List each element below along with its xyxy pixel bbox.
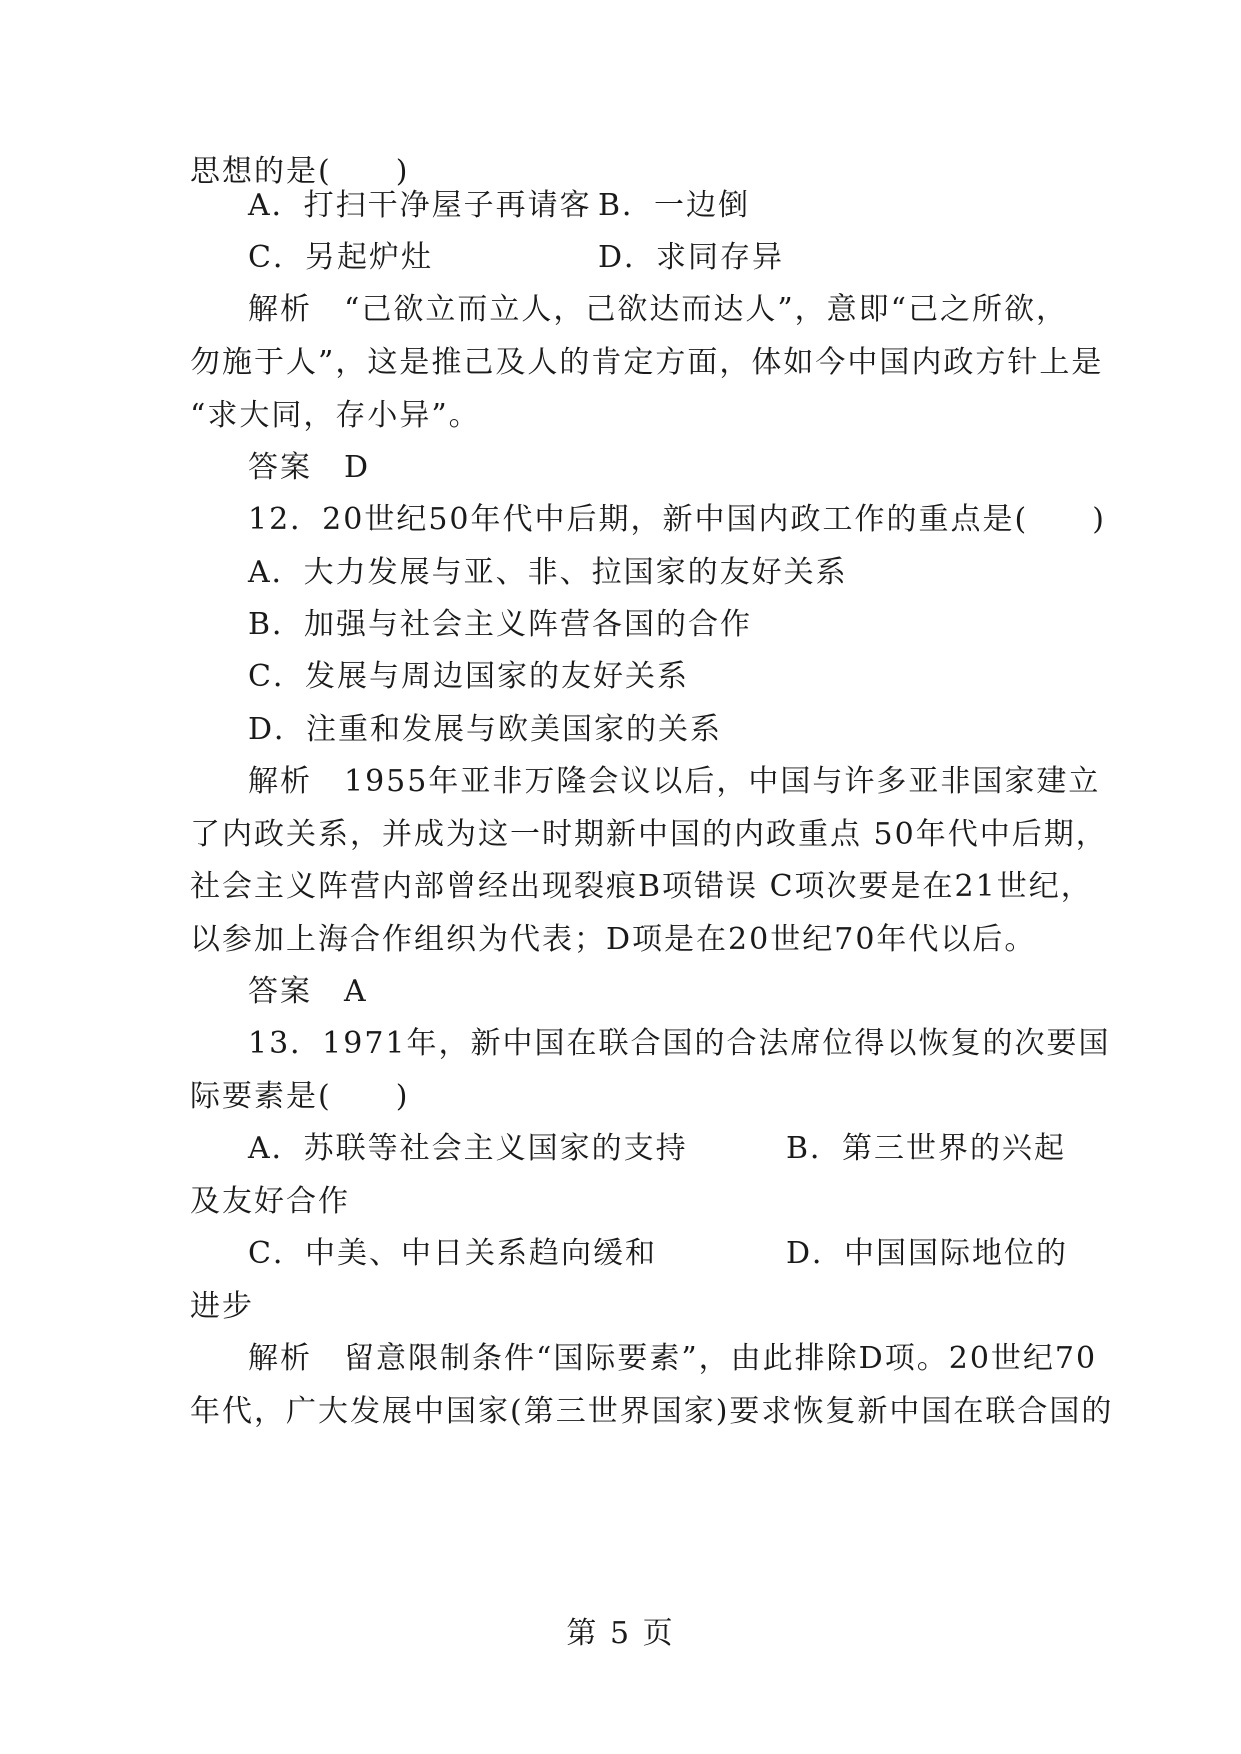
option-a: A．大力发展与亚、非、拉国家的友好关系	[248, 555, 848, 590]
analysis-line: “求大同，存小异”。	[190, 398, 481, 433]
question-12: 12．20世纪50年代中后期，新中国内政工作的重点是( )	[248, 502, 1106, 537]
analysis-line: 解析 “己欲立而立人，己欲达而达人”，意即“己之所欲，	[248, 292, 1069, 327]
option-d: 进步	[190, 1289, 254, 1324]
option-b: B．加强与社会主义阵营各国的合作	[248, 607, 753, 642]
page-number: 第 5 页	[566, 1616, 675, 1651]
analysis-line: 了内政关系，并成为这一时期新中国的内政重点 50年代中后期，	[190, 817, 1108, 852]
answer-line: 答案 A	[248, 974, 368, 1009]
text-line: 思想的是( )	[190, 154, 410, 189]
analysis-line: 解析 1955年亚非万隆会议以后，中国与许多亚非国家建立	[248, 764, 1101, 799]
option-b: 及友好合作	[190, 1184, 350, 1219]
analysis-line: 以参加上海合作组织为代表；D项是在20世纪70年代以后。	[190, 922, 1037, 957]
analysis-line: 解析 留意限制条件“国际要素”，由此排除D项。20世纪70	[248, 1341, 1098, 1376]
analysis-line: 年代，广大发展中国家(第三世界国家)要求恢复新中国在联合国的	[190, 1394, 1114, 1429]
option-a: A．苏联等社会主义国家的支持	[248, 1131, 688, 1166]
option-c: C．中美、中日关系趋向缓和	[248, 1236, 657, 1271]
option-c: C．发展与周边国家的友好关系	[248, 659, 689, 694]
option-d: D．中国国际地位的	[786, 1236, 1069, 1271]
analysis-line: 勿施于人”，这是推己及人的肯定方面，体如今中国内政方针上是	[190, 345, 1104, 380]
question-13: 13．1971年，新中国在联合国的合法席位得以恢复的次要国	[248, 1026, 1111, 1061]
answer-line: 答案 D	[248, 450, 371, 485]
option-d: D．求同存异	[598, 240, 785, 275]
option-b: B．一边倒	[598, 188, 751, 223]
option-a: A．打扫干净屋子再请客	[248, 188, 592, 223]
option-c: C．另起炉灶	[248, 240, 433, 275]
option-d: D．注重和发展与欧美国家的关系	[248, 712, 723, 747]
question-13: 际要素是( )	[190, 1079, 410, 1114]
option-b: B．第三世界的兴起	[786, 1131, 1067, 1166]
analysis-line: 社会主义阵营内部曾经出现裂痕B项错误 C项次要是在21世纪，	[190, 869, 1093, 904]
